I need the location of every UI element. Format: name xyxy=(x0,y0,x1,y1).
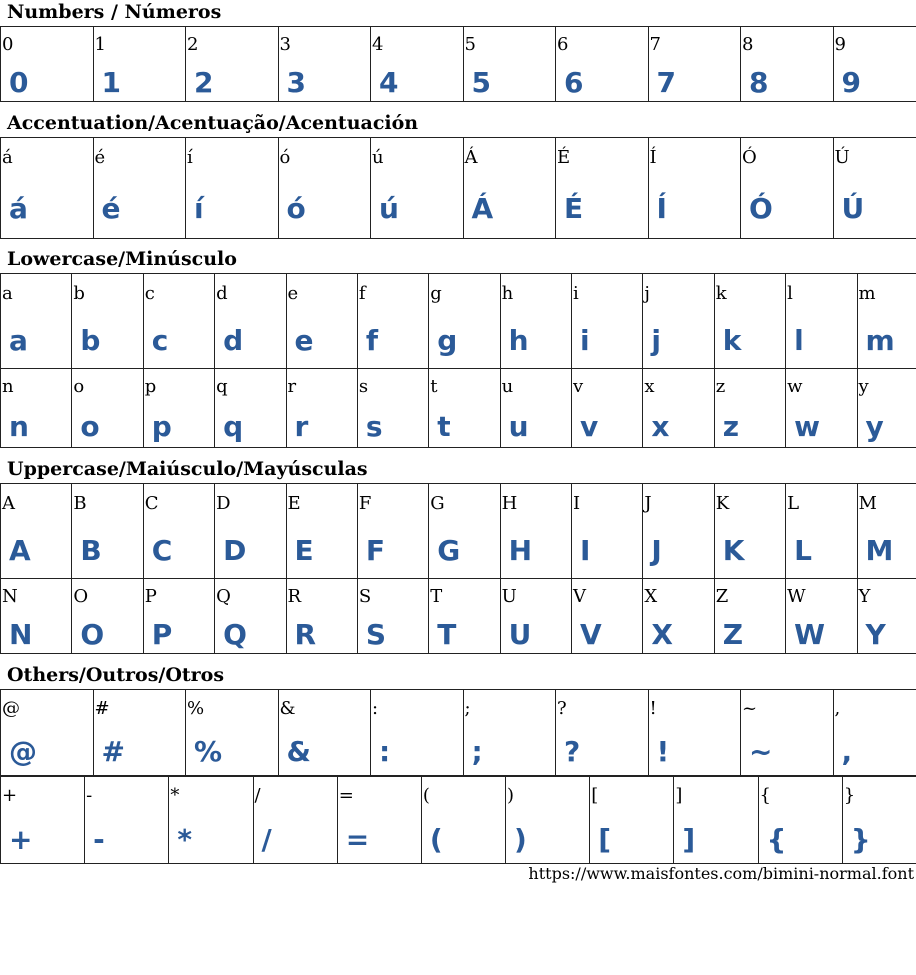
glyph-sample: # xyxy=(101,735,125,768)
glyph-sample: 9 xyxy=(841,66,861,99)
glyph-cell xyxy=(429,274,500,369)
glyph-label: Z xyxy=(715,586,729,607)
glyph-label: + xyxy=(2,785,18,806)
glyph-sample: B xyxy=(80,534,102,567)
glyph-sample: Q xyxy=(223,618,247,651)
glyph-cell xyxy=(648,690,741,776)
glyph-label: I xyxy=(573,493,581,514)
glyph-cell xyxy=(1,484,72,579)
glyph-label: 9 xyxy=(834,34,846,55)
glyph-cell xyxy=(337,777,421,864)
glyph-label: , xyxy=(834,698,841,719)
glyph-sample: Ó xyxy=(749,192,773,225)
glyph-cell xyxy=(556,138,649,239)
glyph-sample: D xyxy=(223,534,247,567)
glyph-label: = xyxy=(338,785,354,806)
glyph-sample: { xyxy=(766,823,787,856)
glyph-label: : xyxy=(372,698,379,719)
glyph-sample: & xyxy=(286,735,311,768)
glyph-cell xyxy=(714,484,785,579)
glyph-cell xyxy=(1,27,94,102)
glyph-sample: ó xyxy=(286,192,306,225)
glyph-cell xyxy=(371,690,464,776)
glyph-cell xyxy=(506,777,590,864)
glyph-cell xyxy=(1,777,85,864)
glyph-label: x xyxy=(644,376,655,397)
glyph-label: j xyxy=(644,283,650,304)
glyph-label: í xyxy=(187,147,193,168)
glyph-sample: v xyxy=(580,410,599,443)
glyph-label: c xyxy=(144,283,155,304)
glyph-cell xyxy=(169,777,253,864)
glyph-label: 3 xyxy=(279,34,291,55)
glyph-label: Ú xyxy=(834,147,850,168)
glyph-label: # xyxy=(94,698,110,719)
glyph-sample: V xyxy=(580,618,602,651)
glyph-sample: / xyxy=(261,823,272,856)
glyph-label: K xyxy=(715,493,730,514)
glyph-cell xyxy=(714,274,785,369)
glyph-sample: Á xyxy=(471,192,494,225)
glyph-sample: 2 xyxy=(194,66,214,99)
glyph-label: 2 xyxy=(187,34,199,55)
glyph-cell xyxy=(758,777,842,864)
glyph-cell xyxy=(357,579,428,654)
glyph-label: N xyxy=(2,586,18,607)
glyph-cell xyxy=(215,369,286,448)
glyph-sample: R xyxy=(294,618,317,651)
glyph-label: Ó xyxy=(742,147,757,168)
glyph-sample: W xyxy=(794,618,826,651)
glyph-label: o xyxy=(73,376,85,397)
glyph-sample: c xyxy=(151,324,169,357)
glyph-label: @ xyxy=(2,698,20,719)
glyph-sample: @ xyxy=(9,735,37,768)
glyph-cell xyxy=(186,138,279,239)
glyph-label: ó xyxy=(279,147,291,168)
glyph-label: ? xyxy=(557,698,567,719)
glyph-cell xyxy=(590,777,674,864)
glyph-table xyxy=(0,483,916,579)
glyph-cell xyxy=(286,484,357,579)
glyph-cell xyxy=(648,27,741,102)
glyph-sample: p xyxy=(151,410,172,443)
glyph-sample: ! xyxy=(656,735,670,768)
glyph-label: ] xyxy=(675,785,683,806)
glyph-label: W xyxy=(787,586,806,607)
glyph-cell xyxy=(674,777,758,864)
glyph-cell xyxy=(741,138,834,239)
glyph-sample: J xyxy=(651,534,662,567)
glyph-label: e xyxy=(287,283,299,304)
glyph-cell xyxy=(1,579,72,654)
glyph-cell xyxy=(278,690,371,776)
glyph-sample: w xyxy=(794,410,820,443)
glyph-label: n xyxy=(2,376,14,397)
glyph-label: % xyxy=(187,698,205,719)
glyph-sample: l xyxy=(794,324,804,357)
glyph-sample: ; xyxy=(471,735,483,768)
glyph-sample: ) xyxy=(514,823,527,856)
glyph-label: p xyxy=(144,376,157,397)
glyph-label: i xyxy=(573,283,579,304)
glyph-label: a xyxy=(2,283,13,304)
glyph-sample: M xyxy=(865,534,894,567)
glyph-cell xyxy=(556,27,649,102)
glyph-cell xyxy=(648,138,741,239)
glyph-label: u xyxy=(501,376,514,397)
glyph-sample: g xyxy=(437,324,458,357)
glyph-cell xyxy=(857,484,916,579)
glyph-cell xyxy=(786,579,857,654)
glyph-sample: É xyxy=(564,192,584,225)
glyph-label: m xyxy=(858,283,876,304)
glyph-cell xyxy=(357,484,428,579)
glyph-cell xyxy=(371,27,464,102)
glyph-cell xyxy=(357,369,428,448)
glyph-label: á xyxy=(2,147,13,168)
glyph-label: D xyxy=(216,493,231,514)
glyph-label: V xyxy=(573,586,586,607)
glyph-cell xyxy=(741,690,834,776)
glyph-cell xyxy=(93,27,186,102)
glyph-label: l xyxy=(787,283,793,304)
glyph-label: G xyxy=(430,493,445,514)
glyph-label: Q xyxy=(216,586,231,607)
glyph-sample: K xyxy=(722,534,745,567)
glyph-table xyxy=(0,273,916,369)
glyph-cell xyxy=(572,369,643,448)
glyph-cell xyxy=(72,369,143,448)
glyph-sample: e xyxy=(294,324,314,357)
glyph-cell xyxy=(1,690,94,776)
glyph-cell xyxy=(143,369,214,448)
glyph-sample: d xyxy=(223,324,244,357)
glyph-cell xyxy=(186,27,279,102)
glyph-cell xyxy=(643,274,714,369)
glyph-sample: + xyxy=(9,823,33,856)
section-title: Accentuation/Acentuação/Acentuación xyxy=(7,112,419,134)
glyph-sample: ] xyxy=(682,823,696,856)
glyph-sample: í xyxy=(194,192,204,225)
section-title: Others/Outros/Otros xyxy=(7,664,225,686)
glyph-cell xyxy=(1,274,72,369)
glyph-sample: Z xyxy=(722,618,744,651)
glyph-sample: i xyxy=(580,324,590,357)
glyph-cell xyxy=(500,484,571,579)
glyph-sample: C xyxy=(151,534,173,567)
glyph-sample: 3 xyxy=(286,66,306,99)
glyph-sample: F xyxy=(365,534,386,567)
glyph-label: ú xyxy=(372,147,384,168)
glyph-label: t xyxy=(430,376,438,397)
glyph-label: d xyxy=(216,283,228,304)
glyph-sample: : xyxy=(379,735,391,768)
glyph-sample: Í xyxy=(656,192,667,225)
glyph-cell xyxy=(421,777,505,864)
glyph-sample: - xyxy=(93,823,105,856)
glyph-sample: r xyxy=(294,410,309,443)
glyph-label: Y xyxy=(858,586,871,607)
glyph-cell xyxy=(463,690,556,776)
glyph-cell xyxy=(85,777,169,864)
glyph-label: Á xyxy=(464,147,478,168)
glyph-sample: U xyxy=(508,618,532,651)
glyph-cell xyxy=(857,579,916,654)
glyph-table xyxy=(0,368,916,448)
glyph-label: Í xyxy=(649,147,657,168)
glyph-sample: f xyxy=(365,324,379,357)
glyph-label: ; xyxy=(464,698,471,719)
glyph-cell xyxy=(714,369,785,448)
glyph-cell xyxy=(278,138,371,239)
glyph-sample: y xyxy=(865,410,884,443)
glyph-label: ( xyxy=(422,785,430,806)
glyph-label: 6 xyxy=(557,34,569,55)
glyph-cell xyxy=(1,369,72,448)
glyph-label: 8 xyxy=(742,34,754,55)
glyph-label: v xyxy=(573,376,584,397)
glyph-cell xyxy=(786,274,857,369)
glyph-label: U xyxy=(501,586,517,607)
glyph-cell xyxy=(643,579,714,654)
glyph-label: & xyxy=(279,698,296,719)
glyph-cell xyxy=(371,138,464,239)
glyph-sample: ú xyxy=(379,192,399,225)
glyph-label: - xyxy=(86,785,93,806)
glyph-label: é xyxy=(94,147,106,168)
glyph-sample: T xyxy=(437,618,457,651)
glyph-label: g xyxy=(430,283,442,304)
glyph-label: P xyxy=(144,586,157,607)
glyph-sample: P xyxy=(151,618,173,651)
glyph-label: 1 xyxy=(94,34,106,55)
glyph-cell xyxy=(72,484,143,579)
glyph-label: y xyxy=(858,376,869,397)
glyph-label: z xyxy=(715,376,726,397)
glyph-label: X xyxy=(644,586,658,607)
glyph-sample: é xyxy=(101,192,121,225)
glyph-cell xyxy=(643,484,714,579)
glyph-cell xyxy=(215,274,286,369)
glyph-sample: [ xyxy=(598,823,611,856)
glyph-cell xyxy=(463,27,556,102)
glyph-sample: O xyxy=(80,618,105,651)
glyph-sample: 4 xyxy=(379,66,399,99)
source-url: https://www.maisfontes.com/bimini-normal.font xyxy=(528,864,914,883)
glyph-sample: S xyxy=(365,618,387,651)
glyph-label: T xyxy=(430,586,443,607)
glyph-sample: ? xyxy=(564,735,581,768)
glyph-sample: ~ xyxy=(749,735,773,768)
glyph-sample: G xyxy=(437,534,461,567)
glyph-label: É xyxy=(557,147,571,168)
section-title: Uppercase/Maiúsculo/Mayúsculas xyxy=(7,458,368,480)
glyph-cell xyxy=(278,27,371,102)
glyph-cell xyxy=(463,138,556,239)
glyph-cell xyxy=(143,274,214,369)
glyph-cell xyxy=(93,138,186,239)
glyph-sample: s xyxy=(365,410,383,443)
glyph-cell xyxy=(833,690,916,776)
glyph-cell xyxy=(357,274,428,369)
glyph-sample: á xyxy=(9,192,28,225)
glyph-label: } xyxy=(843,785,856,806)
section-title: Lowercase/Minúsculo xyxy=(7,248,237,270)
glyph-label: 0 xyxy=(2,34,14,55)
glyph-label: 5 xyxy=(464,34,476,55)
glyph-sample: } xyxy=(850,823,871,856)
glyph-sample: I xyxy=(580,534,591,567)
glyph-cell xyxy=(556,690,649,776)
glyph-sample: ( xyxy=(429,823,443,856)
glyph-cell xyxy=(786,369,857,448)
glyph-cell xyxy=(286,274,357,369)
glyph-sample: t xyxy=(437,410,451,443)
glyph-cell xyxy=(429,369,500,448)
glyph-table xyxy=(0,137,916,239)
glyph-sample: H xyxy=(508,534,533,567)
glyph-sample: u xyxy=(508,410,529,443)
glyph-sample: * xyxy=(177,823,192,856)
glyph-label: E xyxy=(287,493,301,514)
glyph-label: L xyxy=(787,493,800,514)
glyph-sample: 6 xyxy=(564,66,584,99)
glyph-label: [ xyxy=(591,785,599,806)
glyph-label: b xyxy=(73,283,85,304)
glyph-label: q xyxy=(216,376,228,397)
glyph-sample: X xyxy=(651,618,673,651)
glyph-cell xyxy=(833,138,916,239)
glyph-cell xyxy=(72,579,143,654)
glyph-sample: z xyxy=(722,410,740,443)
glyph-sample: o xyxy=(80,410,100,443)
glyph-label: ! xyxy=(649,698,657,719)
glyph-cell xyxy=(253,777,337,864)
glyph-sample: 1 xyxy=(101,66,121,99)
glyph-label: h xyxy=(501,283,514,304)
glyph-cell xyxy=(741,27,834,102)
glyph-label: r xyxy=(287,376,297,397)
glyph-label: f xyxy=(358,283,366,304)
glyph-sample: N xyxy=(9,618,33,651)
glyph-label: / xyxy=(254,785,261,806)
glyph-cell xyxy=(857,369,916,448)
glyph-sample: h xyxy=(508,324,529,357)
glyph-sample: x xyxy=(651,410,670,443)
glyph-label: H xyxy=(501,493,518,514)
glyph-cell xyxy=(572,484,643,579)
glyph-sample: Ú xyxy=(841,192,865,225)
glyph-sample: m xyxy=(865,324,895,357)
glyph-label: M xyxy=(858,493,877,514)
glyph-cell xyxy=(215,484,286,579)
glyph-cell xyxy=(572,274,643,369)
glyph-cell xyxy=(500,579,571,654)
section-title: Numbers / Números xyxy=(7,1,222,23)
glyph-sample: q xyxy=(223,410,244,443)
glyph-sample: = xyxy=(345,823,370,856)
glyph-sample: A xyxy=(9,534,31,567)
glyph-table xyxy=(0,689,916,776)
glyph-cell xyxy=(643,369,714,448)
glyph-table xyxy=(0,776,916,864)
glyph-cell xyxy=(842,777,916,864)
glyph-label: * xyxy=(170,785,180,806)
glyph-cell xyxy=(714,579,785,654)
glyph-sample: Y xyxy=(865,618,886,651)
glyph-sample: n xyxy=(9,410,29,443)
glyph-label: 7 xyxy=(649,34,661,55)
glyph-cell xyxy=(500,369,571,448)
glyph-label: R xyxy=(287,586,302,607)
glyph-cell xyxy=(1,138,94,239)
glyph-cell xyxy=(143,579,214,654)
glyph-label: k xyxy=(715,283,727,304)
glyph-sample: % xyxy=(194,735,223,768)
glyph-sample: 5 xyxy=(471,66,491,99)
glyph-table xyxy=(0,578,916,654)
glyph-sample: j xyxy=(651,324,661,357)
glyph-cell xyxy=(786,484,857,579)
glyph-sample: k xyxy=(722,324,742,357)
glyph-label: s xyxy=(358,376,369,397)
glyph-cell xyxy=(93,690,186,776)
glyph-label: O xyxy=(73,586,89,607)
glyph-cell xyxy=(500,274,571,369)
glyph-sample: 7 xyxy=(656,66,676,99)
glyph-cell xyxy=(186,690,279,776)
glyph-label: ) xyxy=(507,785,515,806)
glyph-label: B xyxy=(73,493,87,514)
glyph-cell xyxy=(833,27,916,102)
glyph-label: { xyxy=(759,785,771,806)
glyph-label: ~ xyxy=(742,698,758,719)
glyph-cell xyxy=(215,579,286,654)
glyph-sample: L xyxy=(794,534,812,567)
glyph-label: S xyxy=(358,586,372,607)
glyph-label: A xyxy=(2,493,15,514)
glyph-cell xyxy=(286,579,357,654)
glyph-label: 4 xyxy=(372,34,384,55)
glyph-cell xyxy=(143,484,214,579)
glyph-sample: , xyxy=(841,735,853,768)
glyph-sample: 0 xyxy=(9,66,29,99)
glyph-table xyxy=(0,26,916,102)
glyph-cell xyxy=(857,274,916,369)
glyph-label: F xyxy=(358,493,372,514)
glyph-label: J xyxy=(644,493,652,514)
glyph-sample: E xyxy=(294,534,314,567)
glyph-cell xyxy=(286,369,357,448)
glyph-sample: a xyxy=(9,324,28,357)
glyph-label: w xyxy=(787,376,803,397)
glyph-cell xyxy=(572,579,643,654)
glyph-sample: b xyxy=(80,324,101,357)
glyph-cell xyxy=(429,579,500,654)
glyph-sample: 8 xyxy=(749,66,769,99)
glyph-cell xyxy=(429,484,500,579)
glyph-cell xyxy=(72,274,143,369)
glyph-label: C xyxy=(144,493,159,514)
